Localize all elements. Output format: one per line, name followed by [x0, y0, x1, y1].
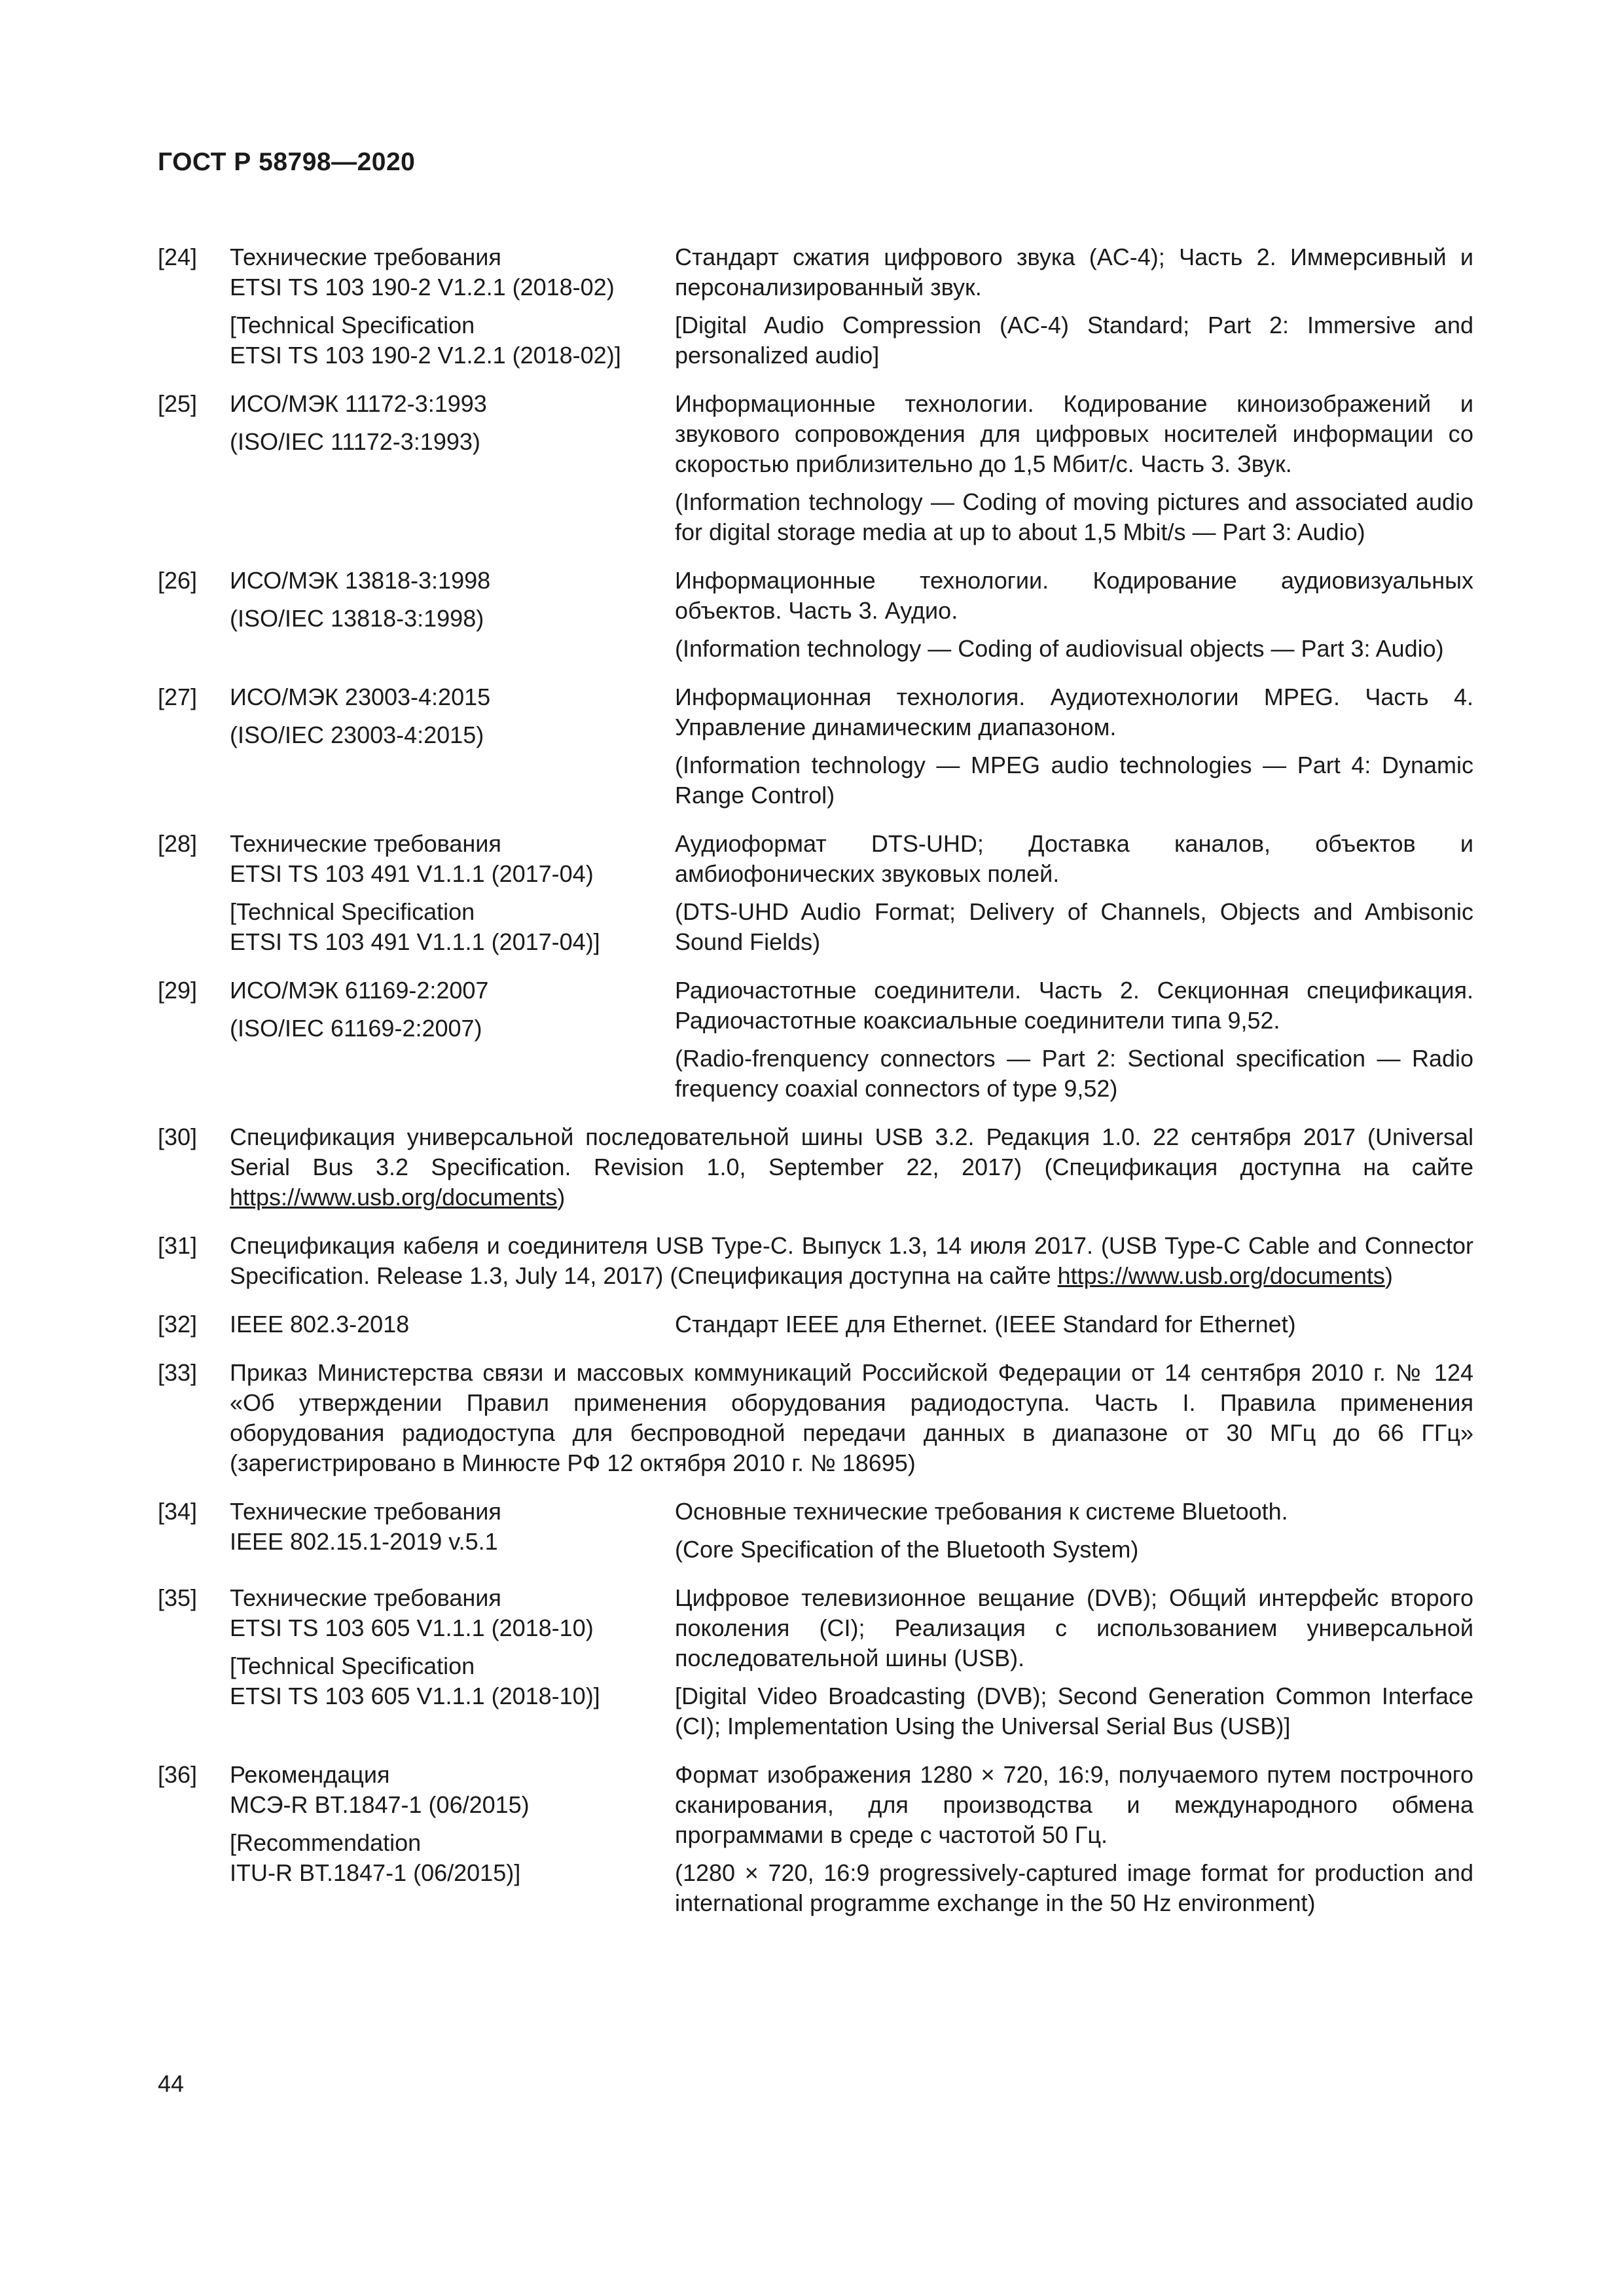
- entry-text-tail: ): [1384, 1262, 1393, 1289]
- entry-description: [675, 1760, 1473, 1918]
- description-russian: Информационные технологии. Кодирование киноизображений и звукового сопровождения для цифровых носителей информации со скоростью приблизительно до 1,5 Мбит/с. Часть 3. Звук.: [675, 390, 1473, 477]
- bibliography-entry: [158, 1309, 1473, 1339]
- entry-description: [675, 682, 1473, 811]
- document-id-line: [Technical Specification: [230, 1652, 475, 1679]
- description-russian: Информационные технологии. Кодирование аудиовизуальных объектов. Часть 3. Аудио.: [675, 567, 1473, 624]
- entry-number: [34]: [158, 1498, 198, 1525]
- bibliography-entry: [158, 1231, 1473, 1291]
- document-id-line: [Technical Specification: [230, 312, 475, 338]
- document-id-line: (ISO/IEC 13818-3:1998): [230, 605, 484, 632]
- description-russian: Стандарт IEEE для Ethernet. (IEEE Standard for Ethernet): [675, 1311, 1296, 1338]
- bibliography-list: [158, 242, 1473, 1937]
- bibliography-entry: [158, 1358, 1473, 1478]
- entry-number: [35]: [158, 1584, 198, 1611]
- document-header: ГОСТ Р 58798—2020: [158, 148, 416, 176]
- bibliography-entry: [158, 1760, 1473, 1918]
- entry-description: [675, 829, 1473, 957]
- description-russian: Формат изображения 1280 × 720, 16:9, получаемого путем построчного сканирования, для производства и международного обмена программами в среде с частотой 50 Гц.: [675, 1761, 1473, 1848]
- entry-document-id: [230, 682, 675, 811]
- entry-description: [675, 1497, 1473, 1565]
- description-english: (Information technology — Coding of audiovisual objects — Part 3: Audio): [675, 635, 1444, 662]
- description-russian: Стандарт сжатия цифрового звука (AC-4); Часть 2. Иммерсивный и персонализированный звук.: [675, 244, 1473, 301]
- entry-number: [33]: [158, 1359, 198, 1386]
- description-russian: Радиочастотные соединители. Часть 2. Секционная спецификация. Радиочастотные коаксиальные соединители типа 9,52.: [675, 977, 1473, 1034]
- entry-text: Спецификация универсальной последовательной шины USB 3.2. Редакция 1.0. 22 сентября 2017 (Universal Serial Bus 3.2 Specification. Revision 1.0, September 22, 2017) (Спецификация доступна на сайте: [230, 1123, 1473, 1180]
- entry-document-id: [230, 1497, 675, 1565]
- description-english: [Digital Audio Compression (AC-4) Standard; Part 2: Immersive and personalized audio]: [675, 312, 1473, 369]
- document-id-line: Рекомендация: [230, 1761, 390, 1788]
- document-id-line: ETSI TS 103 491 V1.1.1 (2017-04)]: [230, 928, 600, 955]
- entry-document-id: [230, 242, 675, 371]
- document-id-line: IEEE 802.3-2018: [230, 1311, 410, 1338]
- entry-number: [25]: [158, 390, 198, 417]
- document-id-line: (ISO/IEC 23003-4:2015): [230, 721, 484, 748]
- document-id-line: IEEE 802.15.1-2019 v.5.1: [230, 1528, 498, 1555]
- entry-document-id: [230, 1309, 675, 1339]
- document-id-line: Технические требования: [230, 830, 501, 857]
- description-russian: Аудиоформат DTS-UHD; Доставка каналов, объектов и амбиофонических звуковых полей.: [675, 830, 1473, 887]
- entry-text-tail: ): [557, 1184, 566, 1211]
- document-id-line: ETSI TS 103 605 V1.1.1 (2018-10): [230, 1614, 594, 1641]
- entry-document-id: [230, 829, 675, 957]
- description-russian: Цифровое телевизионное вещание (DVB); Общий интерфейс второго поколения (CI); Реализация с использованием универсальной последовательной шины (USB).: [675, 1584, 1473, 1671]
- entry-description: [675, 975, 1473, 1104]
- entry-number: [36]: [158, 1761, 198, 1788]
- entry-full-text: [230, 1231, 1473, 1291]
- entry-description: [675, 1583, 1473, 1741]
- bibliography-entry: [158, 682, 1473, 811]
- document-id-line: ITU-R BT.1847-1 (06/2015)]: [230, 1859, 521, 1886]
- description-english: (DTS-UHD Audio Format; Delivery of Channels, Objects and Ambisonic Sound Fields): [675, 898, 1473, 955]
- entry-document-id: [230, 1760, 675, 1918]
- bibliography-entry: [158, 242, 1473, 371]
- document-id-line: ETSI TS 103 491 V1.1.1 (2017-04): [230, 860, 594, 887]
- document-id-line: МСЭ-R BT.1847-1 (06/2015): [230, 1791, 530, 1818]
- document-id-line: ETSI TS 103 605 V1.1.1 (2018-10)]: [230, 1683, 600, 1709]
- description-english: (Core Specification of the Bluetooth System): [675, 1536, 1139, 1563]
- document-id-line: ИСО/МЭК 61169-2:2007: [230, 977, 489, 1004]
- entry-number: [32]: [158, 1311, 198, 1338]
- entry-document-id: [230, 566, 675, 664]
- page-number: 44: [158, 2070, 185, 2097]
- entry-description: [675, 389, 1473, 547]
- bibliography-entry: [158, 566, 1473, 664]
- entry-number: [24]: [158, 244, 198, 270]
- document-id-line: ИСО/МЭК 23003-4:2015: [230, 683, 491, 710]
- entry-number: [26]: [158, 567, 198, 594]
- description-english: (Radio-frenquency connectors — Part 2: Sectional specification — Radio frequency coaxial connectors of type 9,52): [675, 1045, 1473, 1102]
- description-english: (Information technology — MPEG audio technologies — Part 4: Dynamic Range Control): [675, 752, 1473, 809]
- document-id-line: (ISO/IEC 61169-2:2007): [230, 1015, 482, 1042]
- bibliography-entry: [158, 389, 1473, 547]
- entry-number: [28]: [158, 830, 198, 857]
- entry-description: [675, 242, 1473, 371]
- description-english: (Information technology — Coding of moving pictures and associated audio for digital storage media at up to about 1,5 Mbit/s — Part 3: Audio): [675, 488, 1473, 545]
- bibliography-entry: [158, 1497, 1473, 1565]
- bibliography-entry: [158, 975, 1473, 1104]
- entry-number: [27]: [158, 683, 198, 710]
- description-russian: Основные технические требования к системе Bluetooth.: [675, 1498, 1288, 1525]
- document-id-line: Технические требования: [230, 1498, 501, 1525]
- entry-document-id: [230, 389, 675, 547]
- document-id-line: (ISO/IEC 11172-3:1993): [230, 428, 480, 455]
- description-english: [Digital Video Broadcasting (DVB); Second Generation Common Interface (CI); Implementation Using the Universal Serial Bus (USB)]: [675, 1683, 1473, 1740]
- entry-full-text: Приказ Министерства связи и массовых коммуникаций Российской Федерации от 14 сентября 2010 г. № 124 «Об утверждении Правил применения оборудования радиодоступа. Часть I. Правила применения оборудования радиодоступа для беспроводной передачи данных в диапазоне от 30 МГц до 66 ГГц» (зарегистрировано в Минюсте РФ 12 октября 2010 г. № 18695): [230, 1359, 1473, 1476]
- entry-number: [31]: [158, 1232, 198, 1259]
- entry-document-id: [230, 975, 675, 1104]
- document-id-line: ИСО/МЭК 11172-3:1993: [230, 390, 487, 417]
- document-id-line: ETSI TS 103 190-2 V1.2.1 (2018-02)]: [230, 342, 621, 369]
- document-id-line: ИСО/МЭК 13818-3:1998: [230, 567, 491, 594]
- usb-documents-link[interactable]: https://www.usb.org/documents: [230, 1184, 558, 1211]
- bibliography-entry: [158, 1122, 1473, 1212]
- document-id-line: [Recommendation: [230, 1829, 422, 1856]
- entry-full-text: [230, 1122, 1473, 1212]
- usb-documents-link[interactable]: https://www.usb.org/documents: [1057, 1262, 1385, 1289]
- entry-document-id: [230, 1583, 675, 1741]
- entry-description: [675, 1309, 1473, 1339]
- description-russian: Информационная технология. Аудиотехнологии MPEG. Часть 4. Управление динамическим диапазоном.: [675, 683, 1473, 740]
- document-id-line: Технические требования: [230, 244, 501, 270]
- document-id-line: Технические требования: [230, 1584, 501, 1611]
- entry-description: [675, 566, 1473, 664]
- entry-number: [29]: [158, 977, 198, 1004]
- bibliography-entry: [158, 1583, 1473, 1741]
- document-id-line: [Technical Specification: [230, 898, 475, 925]
- document-id-line: ETSI TS 103 190-2 V1.2.1 (2018-02): [230, 274, 615, 301]
- bibliography-entry: [158, 829, 1473, 957]
- entry-number: [30]: [158, 1123, 198, 1150]
- description-english: (1280 × 720, 16:9 progressively-captured image format for production and international programme exchange in the 50 Hz environment): [675, 1859, 1473, 1916]
- entry-text: Спецификация кабеля и соединителя USB Type-C. Выпуск 1.3, 14 июля 2017. (USB Type-C Cable and Connector Specification. Release 1.3, July 14, 2017) (Спецификация доступна на сайте: [230, 1232, 1473, 1289]
